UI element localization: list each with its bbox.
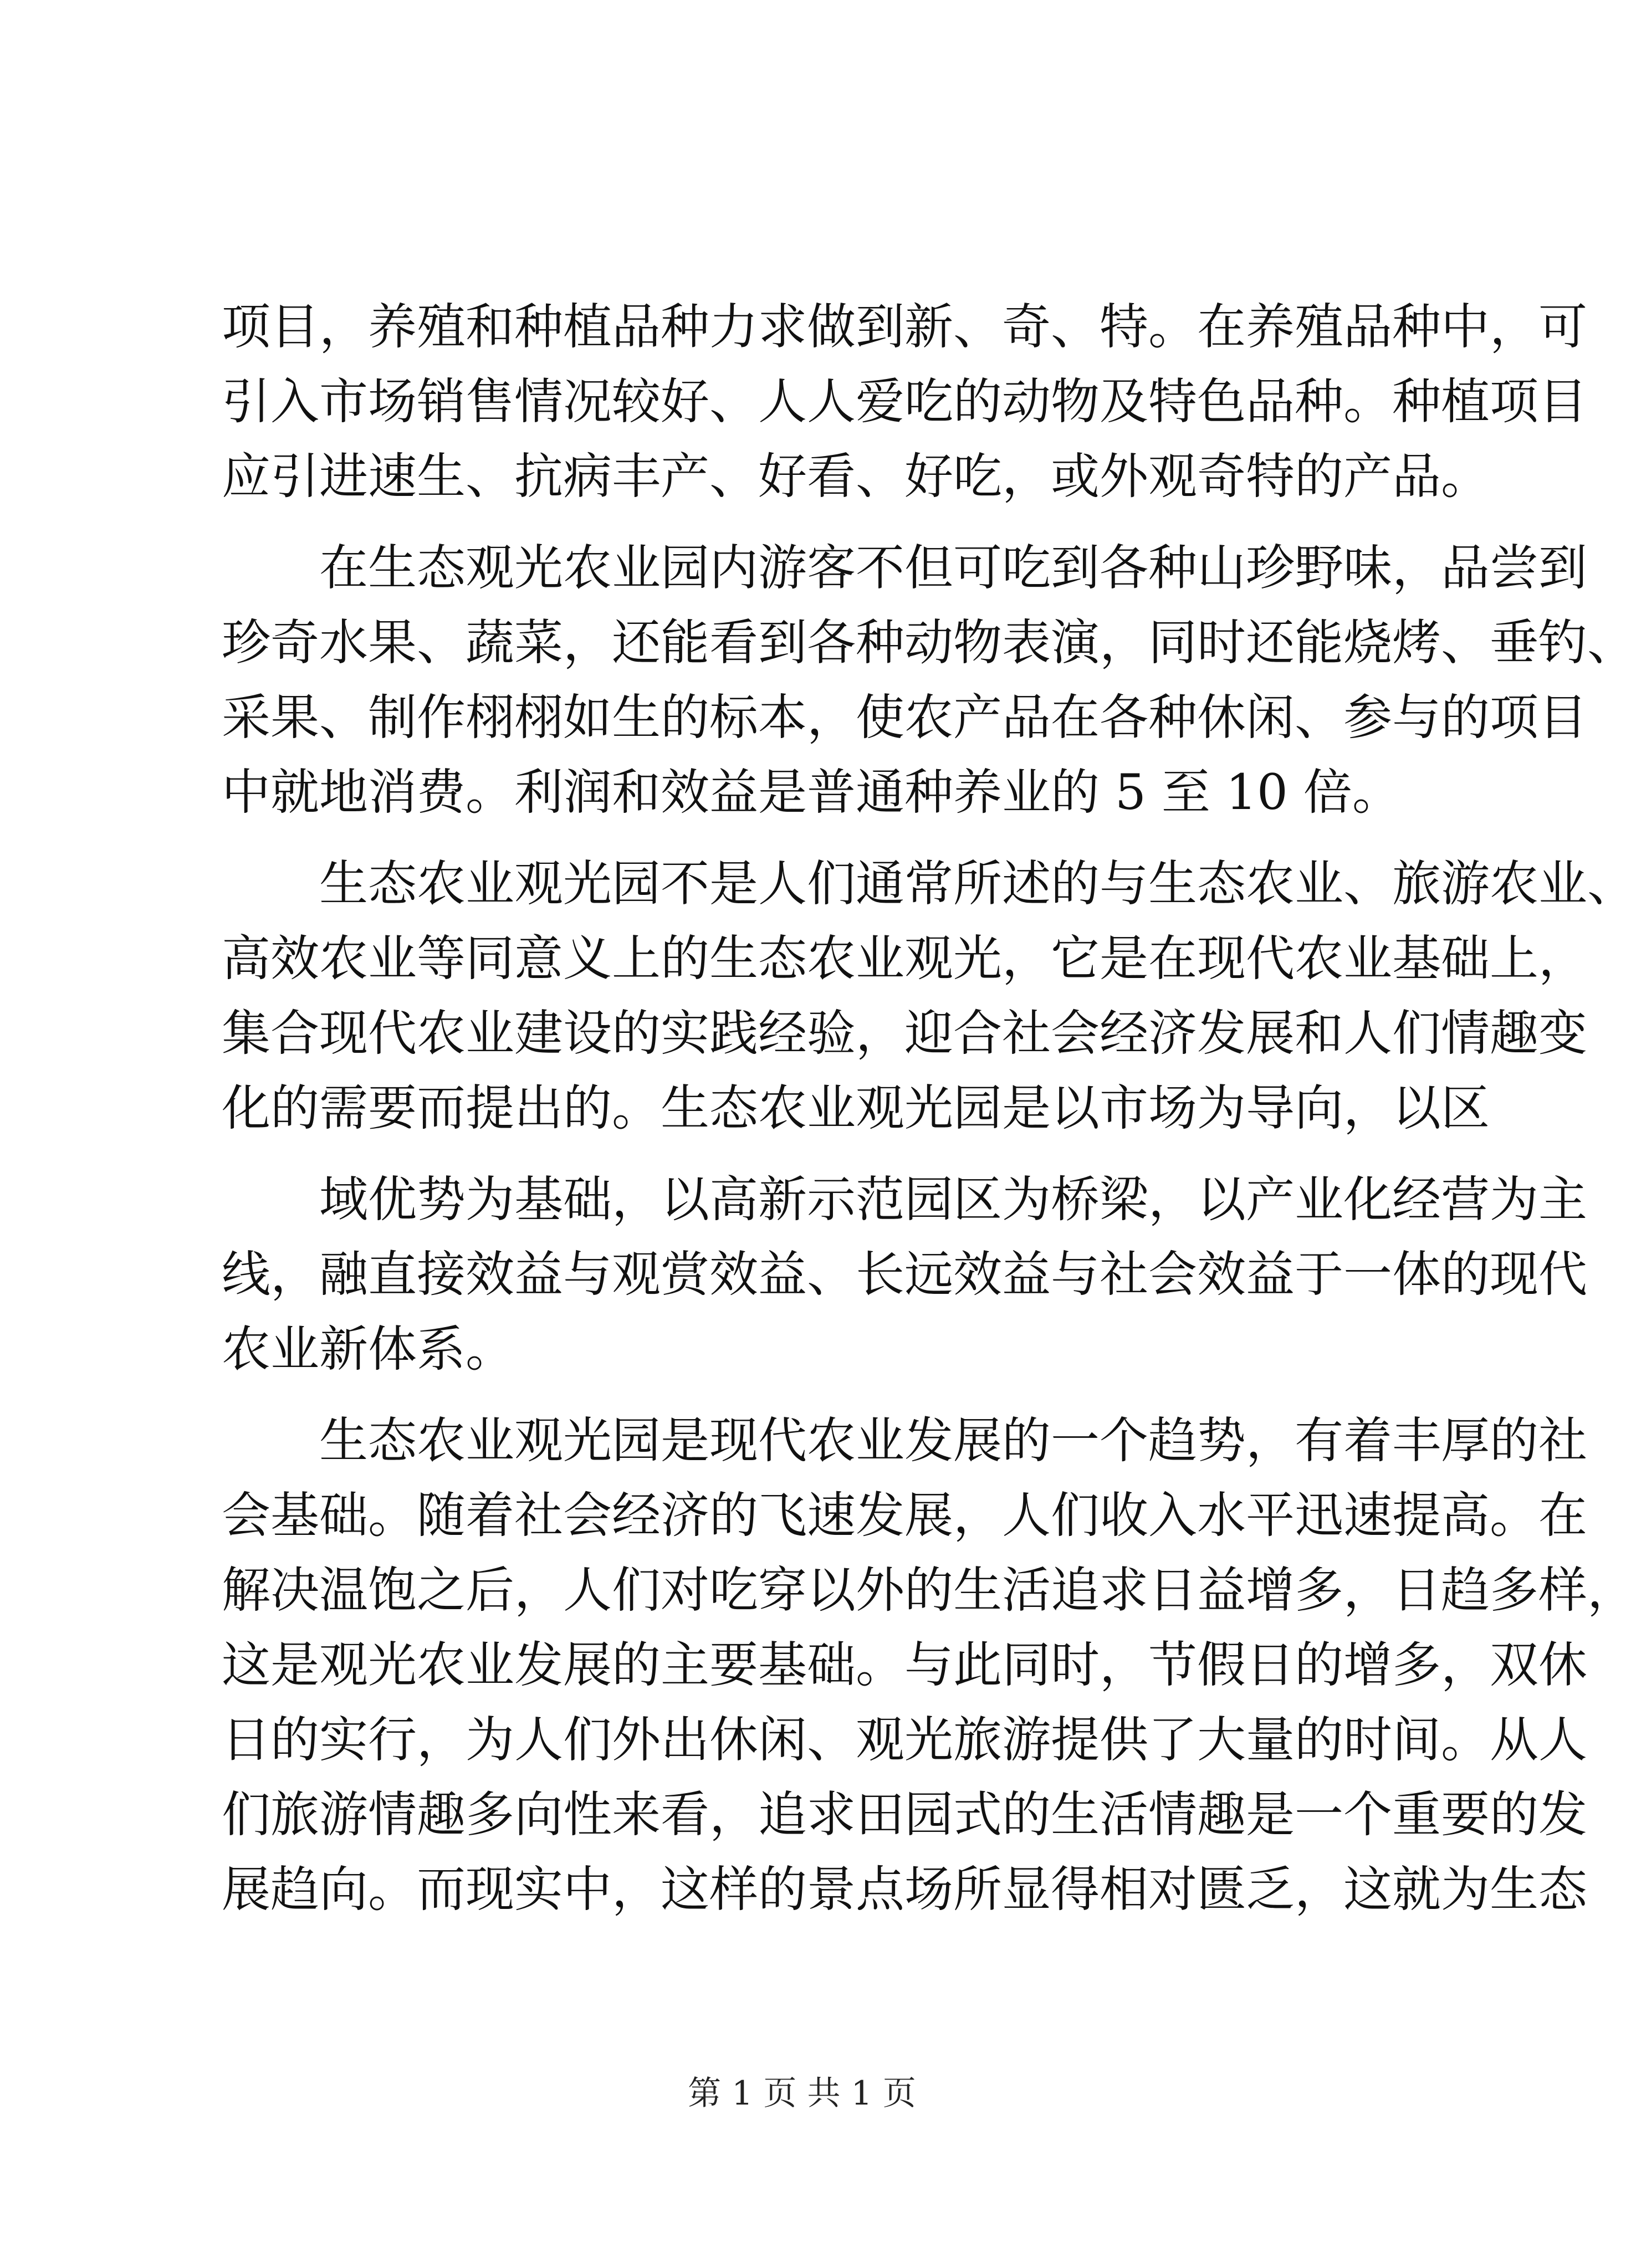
text-line: 在生态观光农业园内游客不但可吃到各种山珍野味，品尝到 — [319, 539, 1588, 596]
text-line: 引入市场销售情况较好、人人爱吃的动物及特色品种。种植项目 — [222, 373, 1588, 430]
text-line: 会基础。随着社会经济的飞速发展，人们收入水平迅速提高。在 — [222, 1487, 1588, 1544]
text-line: 集合现代农业建设的实践经验，迎合社会经济发展和人们情趣变 — [222, 1005, 1588, 1062]
text-line: 展趋向。而现实中，这样的景点场所显得相对匮乏，这就为生态 — [222, 1861, 1588, 1918]
page-footer: 第 1 页 共 1 页 — [688, 2074, 916, 2113]
text-line: 项目，养殖和种植品种力求做到新、奇、特。在养殖品种中，可 — [222, 298, 1588, 355]
text-line: 们旅游情趣多向性来看，追求田园式的生活情趣是一个重要的发 — [222, 1786, 1588, 1843]
text-line: 线，融直接效益与观赏效益、长远效益与社会效益于一体的现代 — [222, 1246, 1588, 1303]
text-line: 农业新体系。 — [222, 1320, 515, 1378]
text-line: 解决温饱之后，人们对吃穿以外的生活追求日益增多，日趋多样， — [222, 1562, 1636, 1619]
text-line: 高效农业等同意义上的生态农业观光，它是在现代农业基础上， — [222, 930, 1588, 987]
text-line: 日的实行，为人们外出休闲、观光旅游提供了大量的时间。从人 — [222, 1711, 1588, 1768]
text-line: 化的需要而提出的。生态农业观光园是以市场为导向，以区 — [222, 1079, 1490, 1136]
text-line: 中就地消费。利润和效益是普通种养业的 5 至 10 倍。 — [222, 764, 1401, 821]
text-line: 应引进速生、抗病丰产、好看、好吃，或外观奇特的产品。 — [222, 448, 1490, 505]
text-line: 采果、制作栩栩如生的标本，使农产品在各种休闲、参与的项目 — [222, 689, 1588, 746]
text-line: 域优势为基础，以高新示范园区为桥梁，以产业化经营为主 — [319, 1171, 1588, 1228]
text-line: 生态农业观光园不是人们通常所述的与生态农业、旅游农业、 — [319, 855, 1636, 912]
text-line: 生态农业观光园是现代农业发展的一个趋势，有着丰厚的社 — [319, 1412, 1588, 1469]
text-line: 这是观光农业发展的主要基础。与此同时，节假日的增多，双休 — [222, 1636, 1588, 1693]
text-line: 珍奇水果、蔬菜，还能看到各种动物表演，同时还能烧烤、垂钓、 — [222, 614, 1636, 671]
